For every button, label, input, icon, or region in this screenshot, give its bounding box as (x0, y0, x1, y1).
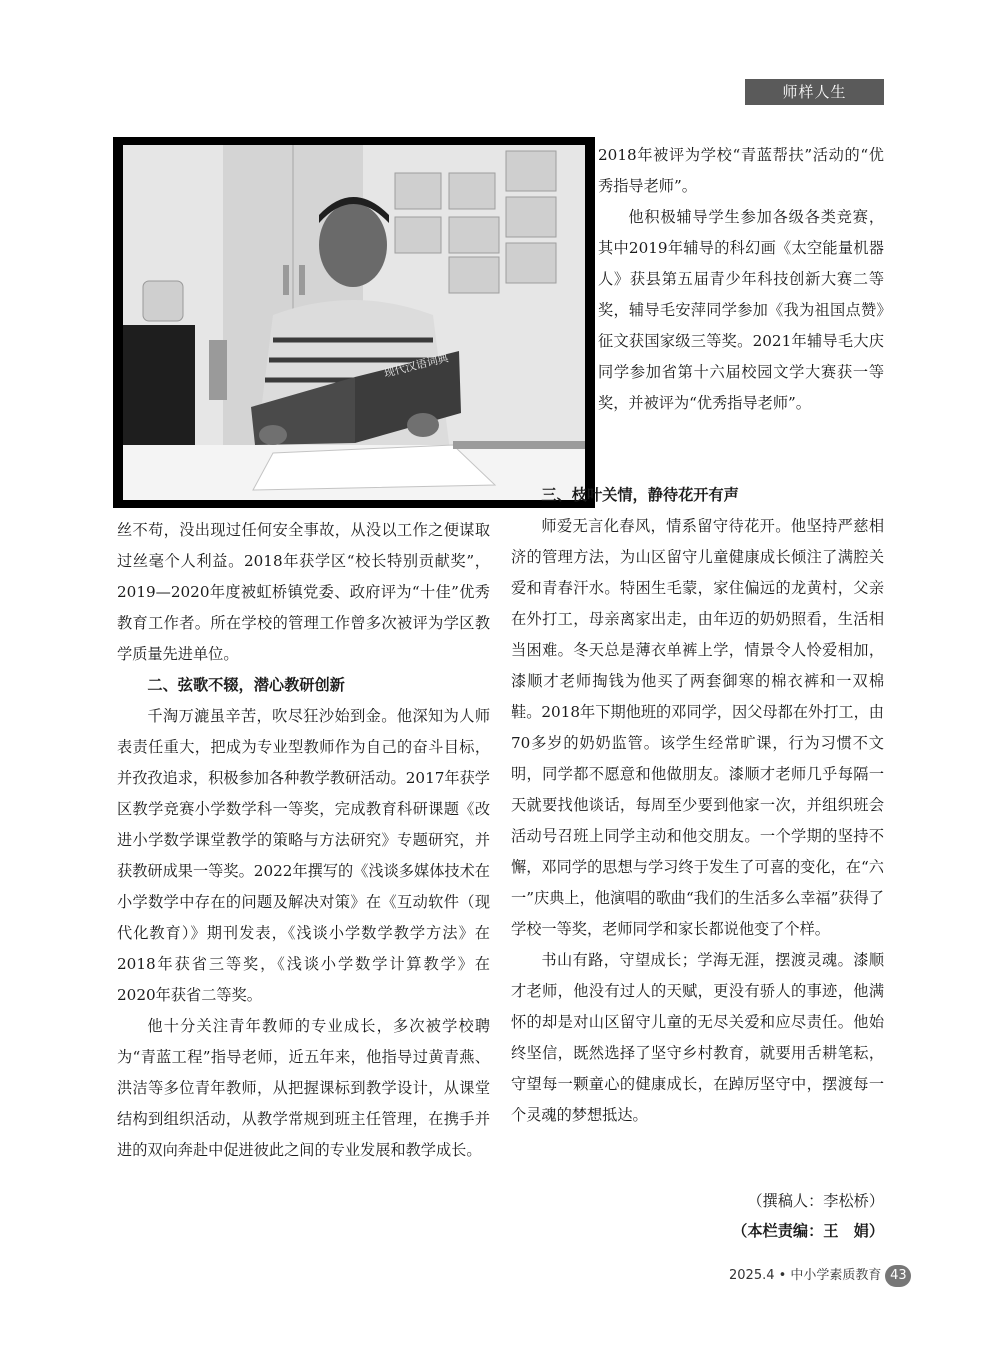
left-column (117, 515, 490, 1166)
editor-credit: （本栏责编：王 娟） (732, 1222, 884, 1240)
section-tag: 师样人生 (745, 79, 884, 105)
author-byline: （撰稿人：李松桥） (747, 1192, 884, 1210)
page-number: 43 (885, 1265, 911, 1287)
article-photo-frame (113, 137, 595, 508)
right-column-bottom (511, 480, 884, 1131)
paragraph: 千淘万漉虽辛苦，吹尽狂沙始到金。他深知为人师表责任重大，把成为专业型教师作为自己的奋斗目标，并孜孜追求，积极参加各种教学教研活动。2017年获学区教学竞赛小学数学科一等奖，完成教育科研课题《改进小学数学课堂教学的策略与方法研究》专题研究，并获教研成果一等奖。2022年撰写的《浅谈多媒体技术在小学数学中存在的问题及解决对策》在《互动软件（现代化教育）》期刊发表，《浅谈小学数学教学方法》在2018年获省三等奖，《浅谈小学数学计算教学》在2020年获省二等奖。 (117, 707, 490, 1004)
paragraph: 他积极辅导学生参加各级各类竞赛，其中2019年辅导的科幻画《太空能量机器人》获县第五届青少年科技创新大赛二等奖，辅导毛安萍同学参加《我为祖国点赞》征文获国家级三等奖。2021年辅导毛大庆同学参加省第十六届校园文学大赛获一等奖，并被评为“优秀指导老师”。 (598, 208, 884, 412)
issue-info: 2025.4 • 中小学素质教育 (729, 1268, 882, 1283)
section-heading-3: 三、枝叶关情，静待花开有声 (541, 486, 739, 504)
paragraph: 2018年被评为学校“青蓝帮扶”活动的“优秀指导老师”。 (598, 146, 884, 195)
teacher-reading-photo (123, 145, 585, 500)
paragraph: 他十分关注青年教师的专业成长，多次被学校聘为“青蓝工程”指导老师，近五年来，他指导过黄青燕、洪洁等多位青年教师，从把握课标到教学设计，从课堂结构到组织活动，从教学常规到班主任管理，在携手并进的双向奔赴中促进彼此之间的专业发展和教学成长。 (117, 1017, 490, 1159)
section-heading-2: 二、弦歌不辍，潜心教研创新 (147, 676, 345, 694)
right-column-top (598, 140, 884, 419)
paragraph: 师爱无言化春风，情系留守待花开。他坚持严慈相济的管理方法，为山区留守儿童健康成长倾注了满腔关爱和青春汗水。特困生毛蒙，家住偏远的龙黄村，父亲在外打工，母亲离家出走，由年迈的奶奶照看，生活相当困难。冬天总是薄衣单裤上学，情景令人怜爱相加，漆顺才老师掏钱为他买了两套御寒的棉衣裤和一双棉鞋。2018年下期他班的邓同学，因父母都在外打工，由70多岁的奶奶监管。该学生经常旷课，行为习惯不文明，同学都不愿意和他做朋友。漆顺才老师几乎每隔一天就要找他谈话，每周至少要到他家一次，并组织班会活动号召班上同学主动和他交朋友。一个学期的坚持不懈，邓同学的思想与学习终于发生了可喜的变化，在“六一”庆典上，他演唱的歌曲“我们的生活多么幸福”获得了学校一等奖，老师同学和家长都说他变了个样。 (511, 517, 884, 938)
page-footer (729, 1265, 911, 1287)
book-title: 现代汉语词典 (382, 351, 450, 380)
paragraph: 丝不苟，没出现过任何安全事故，从没以工作之便谋取过丝毫个人利益。2018年获学区“校长特别贡献奖”，2019—2020年度被虹桥镇党委、政府评为“十佳”优秀教育工作者。所在学校的管理工作曾多次被评为学区教学质量先进单位。 (117, 521, 490, 663)
paragraph: 书山有路，守望成长；学海无涯，摆渡灵魂。漆顺才老师，他没有过人的天赋，更没有骄人的事迹，他满怀的却是对山区留守儿童的无尽关爱和应尽责任。他始终坚信，既然选择了坚守乡村教育，就要用舌耕笔耘，守望每一颗童心的健康成长，在踔厉坚守中，摆渡每一个灵魂的梦想抵达。 (511, 951, 884, 1124)
photo-illustration (123, 145, 585, 500)
